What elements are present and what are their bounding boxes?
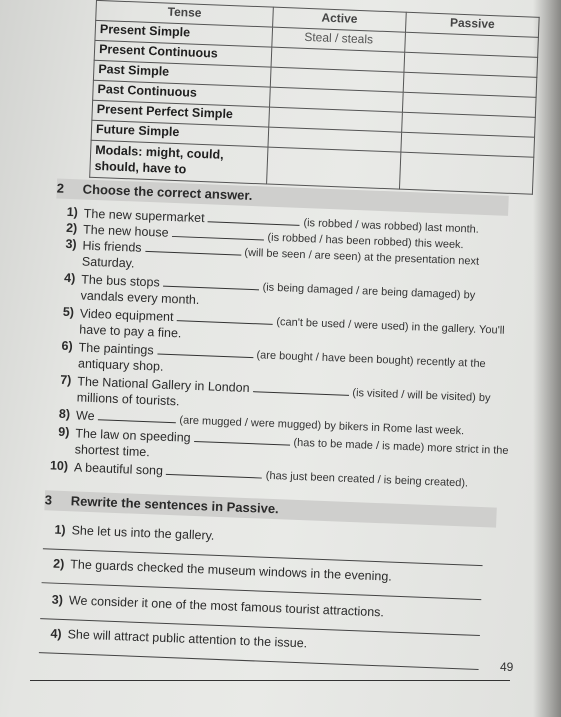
item-number: 10) — [49, 458, 69, 474]
answer-blank[interactable] — [208, 210, 300, 226]
item-number: 1) — [66, 204, 79, 220]
rewrite-item — [41, 592, 501, 620]
item-continuation: Saturday. — [81, 254, 135, 271]
item-number: 3) — [65, 236, 77, 252]
item-continuation: shortest time. — [74, 442, 150, 460]
answer-blank[interactable] — [172, 225, 264, 241]
header-active-label: Active — [321, 10, 358, 26]
answer-blank[interactable] — [157, 342, 253, 358]
item-continuation: millions of tourists. — [76, 390, 180, 409]
section-title: Choose the correct answer. — [82, 181, 253, 203]
item-continuation: vandals every month. — [80, 288, 200, 308]
item-prompt: The National Gallery in London — [77, 374, 250, 396]
item-prompt: We — [75, 408, 95, 424]
item-prompt: A beautiful song — [73, 460, 164, 478]
passive-cell[interactable] — [399, 152, 533, 194]
tense-cell: Present Perfect Simple — [92, 100, 270, 127]
page-shadow — [533, 0, 561, 717]
item-options: (can't be used / were used) in the gallery. You'll — [276, 316, 505, 337]
item-number: 8) — [58, 406, 71, 422]
tense-cell: Past Simple — [93, 60, 271, 87]
answer-blank[interactable] — [253, 380, 349, 396]
item-number: 9) — [58, 424, 70, 440]
item-number: 2) — [52, 556, 65, 572]
item-number: 7) — [59, 372, 72, 388]
rewrite-item — [40, 626, 500, 651]
answer-blank[interactable] — [166, 463, 262, 479]
tense-table — [89, 0, 540, 195]
bottom-rule — [30, 680, 510, 681]
section-number: 2 — [56, 180, 65, 196]
item-options: (are mugged / were mugged) by bikers in Rome last week. — [179, 414, 465, 438]
item-continuation: antiquary shop. — [77, 356, 164, 374]
answer-blank[interactable] — [194, 430, 290, 446]
item-prompt: His friends — [82, 238, 142, 255]
item-sentence: The guards checked the museum windows in the evening. — [70, 557, 393, 584]
item-options: (has just been created / is being created). — [265, 469, 469, 490]
page-number: 49 — [500, 660, 514, 674]
item-number: 4) — [50, 626, 62, 641]
item-prompt: The law on speeding — [75, 426, 191, 445]
item-options: (is robbed / has been robbed) this week. — [267, 231, 464, 252]
item-number: 1) — [54, 522, 66, 538]
item-number: 5) — [62, 304, 75, 320]
tense-cell: Modals: might, could, should, have to — [90, 140, 268, 184]
active-cell[interactable] — [267, 147, 401, 189]
item-options: (has to be made / is made) more strict in the — [293, 436, 509, 458]
item-sentence: She will attract public attention to the issue. — [67, 627, 308, 651]
item-continuation: have to pay a fine. — [79, 322, 182, 341]
item-number: 3) — [51, 592, 64, 608]
section-3-header — [44, 490, 496, 527]
item-sentence: We consider it one of the most famous tourist attractions. — [68, 593, 385, 620]
tense-cell: Past Continuous — [93, 80, 271, 107]
item-number: 6) — [61, 338, 73, 354]
item-options: (is robbed / was robbed) last month. — [303, 216, 480, 236]
item-options: (is being damaged / are being damaged) by — [262, 281, 476, 302]
item-prompt: The bus stops — [80, 272, 160, 290]
header-tense: Tense — [96, 0, 274, 27]
item-options: (are bought / have been bought) recently at the — [256, 349, 486, 371]
tense-cell: Present Continuous — [94, 40, 272, 67]
item-number: 4) — [63, 270, 76, 286]
section-title: Rewrite the sentences in Passive. — [70, 493, 279, 517]
answer-blank[interactable] — [145, 240, 241, 256]
item-prompt: The paintings — [78, 340, 154, 358]
item-prompt: Video equipment — [79, 306, 174, 325]
answer-blank[interactable] — [163, 275, 259, 291]
item-prompt: The new house — [82, 222, 169, 240]
answer-blank[interactable] — [98, 408, 176, 423]
active-cell: Steal / steals — [272, 27, 406, 52]
item-prompt: The new supermarket — [83, 206, 205, 226]
item-options: (is visited / will be visited) by — [352, 386, 491, 405]
tense-cell: Present Simple — [95, 20, 273, 47]
answer-blank[interactable] — [177, 309, 273, 325]
item-sentence: She let us into the gallery. — [71, 523, 215, 543]
item-options: (will be seen / are seen) at the presentation next — [244, 246, 480, 268]
section-number: 3 — [44, 492, 53, 508]
rewrite-item — [43, 556, 503, 584]
item-number: 2) — [65, 220, 78, 236]
tense-cell: Future Simple — [91, 120, 269, 147]
header-passive: Passive — [405, 12, 539, 37]
